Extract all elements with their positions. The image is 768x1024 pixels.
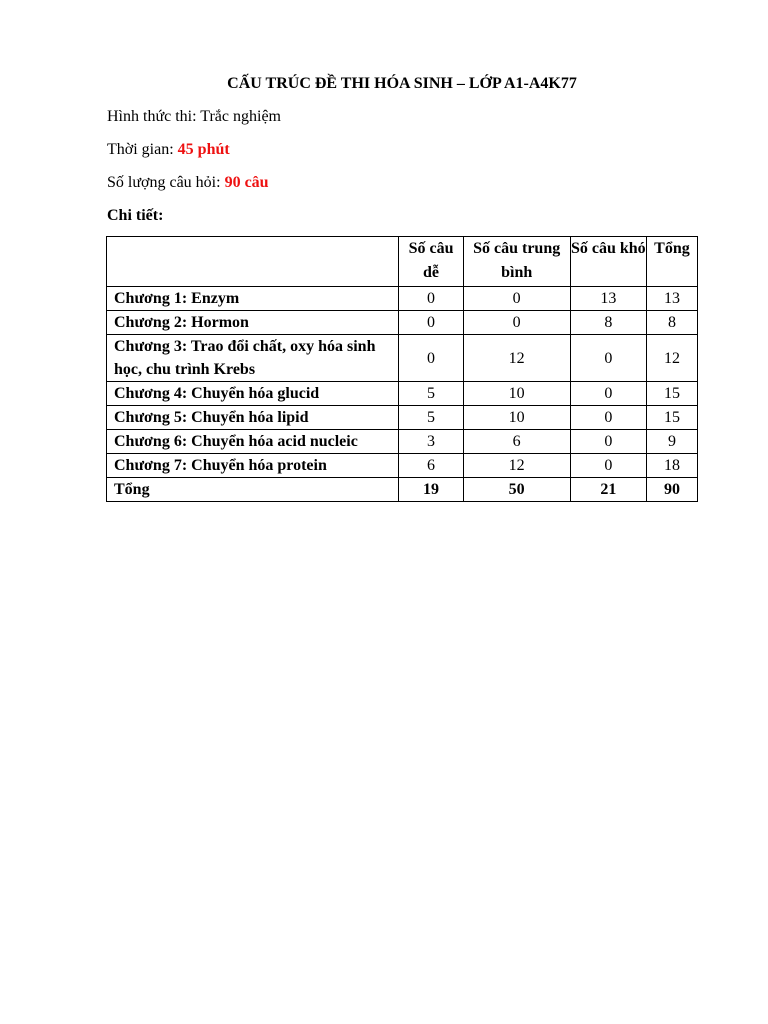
easy-count: 6 [399, 454, 463, 478]
table-row [107, 454, 698, 478]
chapter-name: Chương 5: Chuyển hóa lipid [107, 406, 399, 430]
table-header-row [107, 237, 698, 287]
row-total: 12 [646, 335, 697, 382]
exam-time-value: 45 phút [177, 141, 230, 158]
table-total-row [107, 478, 698, 502]
table-row [107, 335, 698, 382]
exam-format-label: Hình thức thi: [107, 108, 201, 125]
hard-count: 13 [570, 287, 646, 311]
medium-count: 10 [463, 406, 570, 430]
easy-count: 0 [399, 287, 463, 311]
hard-count: 0 [570, 382, 646, 406]
header-hard: Số câu khó [570, 237, 646, 287]
exam-time-label: Thời gian: [107, 141, 178, 158]
chapter-name: Chương 1: Enzym [107, 287, 399, 311]
table-row [107, 430, 698, 454]
medium-count: 12 [463, 335, 570, 382]
row-total: 15 [646, 382, 697, 406]
chapter-name: Chương 2: Hormon [107, 311, 399, 335]
question-count-label: Số lượng câu hỏi: [107, 174, 225, 191]
easy-count: 0 [399, 335, 463, 382]
table-row [107, 311, 698, 335]
question-count-value: 90 câu [224, 174, 269, 191]
chapter-name: Chương 7: Chuyển hóa protein [107, 454, 399, 478]
total-label: Tổng [107, 478, 399, 502]
medium-count: 10 [463, 382, 570, 406]
medium-count: 0 [463, 287, 570, 311]
hard-count: 8 [570, 311, 646, 335]
total-hard: 21 [570, 478, 646, 502]
exam-time-line [107, 140, 230, 160]
total-medium: 50 [463, 478, 570, 502]
hard-count: 0 [570, 335, 646, 382]
exam-format-line [107, 107, 281, 127]
table-row [107, 382, 698, 406]
document-title: CẤU TRÚC ĐỀ THI HÓA SINH – LỚP A1-A4K77 [227, 75, 577, 92]
chapter-name: Chương 6: Chuyển hóa acid nucleic [107, 430, 399, 454]
easy-count: 0 [399, 311, 463, 335]
total-easy: 19 [399, 478, 463, 502]
exam-structure-table [106, 236, 698, 502]
row-total: 8 [646, 311, 697, 335]
easy-count: 5 [399, 406, 463, 430]
row-total: 15 [646, 406, 697, 430]
table-row [107, 406, 698, 430]
hard-count: 0 [570, 454, 646, 478]
row-total: 9 [646, 430, 697, 454]
medium-count: 0 [463, 311, 570, 335]
detail-heading: Chi tiết: [107, 207, 164, 224]
row-total: 13 [646, 287, 697, 311]
easy-count: 5 [399, 382, 463, 406]
chapter-name: Chương 3: Trao đổi chất, oxy hóa sinh học, chu trình Krebs [107, 335, 399, 382]
question-count-line [107, 173, 269, 193]
chapter-name: Chương 4: Chuyển hóa glucid [107, 382, 399, 406]
exam-format-value: Trắc nghiệm [200, 108, 281, 125]
hard-count: 0 [570, 430, 646, 454]
hard-count: 0 [570, 406, 646, 430]
medium-count: 6 [463, 430, 570, 454]
header-total: Tổng [646, 237, 697, 287]
header-easy: Số câu dễ [399, 237, 463, 287]
table-row [107, 287, 698, 311]
medium-count: 12 [463, 454, 570, 478]
easy-count: 3 [399, 430, 463, 454]
header-chapter [107, 237, 399, 287]
row-total: 18 [646, 454, 697, 478]
header-medium: Số câu trung bình [463, 237, 570, 287]
grand-total: 90 [646, 478, 697, 502]
